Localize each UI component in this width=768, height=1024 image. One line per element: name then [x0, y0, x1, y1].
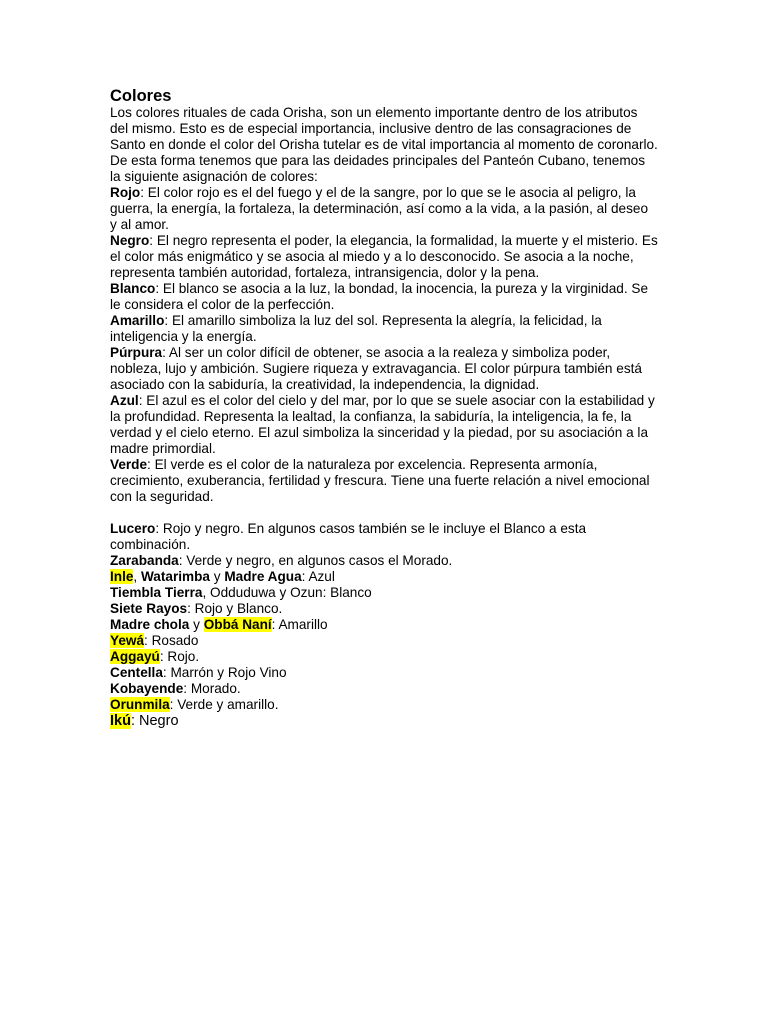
orisha-name: Centella	[110, 665, 163, 680]
orisha-entry-kobayende	[110, 681, 658, 697]
orisha-name: Zarabanda	[110, 553, 179, 568]
orisha-entry-yewa	[110, 633, 658, 649]
term: Verde	[110, 457, 148, 472]
term: Azul	[110, 393, 139, 408]
orisha-colors: : Rosado	[144, 633, 199, 648]
orisha-entry-centella	[110, 665, 658, 681]
definition: : El blanco se asocia a la luz, la bondad, la inocencia, la pureza y la virginidad. Se le considera el color de la perfección.	[110, 281, 649, 312]
orisha-entry-zarabanda	[110, 553, 658, 569]
definition: : El verde es el color de la naturaleza por excelencia. Representa armonía, crecimiento, exuberancia, fertilidad y frescura. Tiene una fuerte relación a nivel emocional con la seguridad.	[110, 457, 650, 504]
orisha-colors: : Negro	[130, 713, 179, 729]
highlighted-name: Orunmila	[110, 697, 170, 712]
color-entry-rojo	[110, 185, 658, 233]
definition: : El negro representa el poder, la elegancia, la formalidad, la muerte y el misterio. Es el color más enigmático y se asocia al miedo y a lo desconocido. Se asocia a la noche, representa también autoridad, fortaleza, intransigencia, dolor y la pena.	[110, 233, 658, 280]
orisha-name: Tiembla Tierra	[110, 585, 203, 600]
orisha-name: Lucero	[110, 521, 156, 536]
definition: : El azul es el color del cielo y del mar, por lo que se suele asociar con la estabilidad y la profundidad. Representa la lealtad, la confianza, la sabiduría, la inteligencia, la fe, la verdad y el cielo eterno. El azul simboliza la sinceridad y la piedad, por su asociación a la madre primordial.	[110, 393, 655, 456]
orisha-colors: : Marrón y Rojo Vino	[162, 665, 287, 680]
term: Amarillo	[110, 313, 165, 328]
color-entry-verde	[110, 457, 658, 505]
paragraph-spacer	[110, 505, 658, 521]
term: Blanco	[110, 281, 156, 296]
orisha-entry-aggayu	[110, 649, 658, 665]
orisha-name: Madre Agua	[224, 569, 302, 584]
page-title: Colores	[110, 87, 172, 105]
orisha-entry-orunmila	[110, 697, 658, 713]
orisha-colors: : Rojo y Blanco.	[187, 601, 283, 616]
highlighted-name: Inle	[110, 569, 134, 584]
orisha-colors: : Rojo.	[159, 649, 200, 664]
orisha-name: Watarimba	[140, 569, 210, 584]
orisha-colors: : Rojo y negro. En algunos casos también se le incluye el Blanco a esta combinación.	[110, 521, 587, 552]
highlighted-name: Ikú	[110, 713, 131, 729]
orisha-name: Kobayende	[110, 681, 184, 696]
color-entry-purpura	[110, 345, 658, 393]
definition: : Al ser un color difícil de obtener, se asocia a la realeza y simboliza poder, nobleza, lujo y ambición. Sugiere riqueza y extravagancia. El color púrpura también está asociado con la sabiduría, la creatividad, la independencia, la dignidad.	[110, 345, 642, 392]
orisha-entry-inle: Inle, Watarimba y Madre Agua: Azul	[110, 569, 335, 584]
color-entry-azul	[110, 393, 658, 457]
document-body	[110, 87, 658, 729]
highlighted-name: Yewá	[110, 633, 145, 648]
color-entry-blanco	[110, 281, 658, 313]
orisha-entry-siete-rayos	[110, 601, 658, 617]
orisha-colors: : Azul	[301, 569, 335, 584]
orisha-entry-madre-chola: Madre chola y Obbá Naní: Amarillo	[110, 617, 328, 632]
orisha-colors: : Verde y amarillo.	[169, 697, 279, 712]
orisha-colors: , Odduduwa y Ozun: Blanco	[202, 585, 372, 600]
intro-paragraph: Los colores rituales de cada Orisha, son un elemento importante dentro de los atributos del mismo. Esto es de especial importancia, inclusive dentro de las consagraciones de Santo en donde el color del Orisha tutelar es de vital importancia al momento de coronarlo. De esta forma tenemos que para las deidades principales del Panteón Cubano, tenemos la siguiente asignación de colores:	[110, 105, 658, 184]
orisha-entry-iku	[110, 713, 658, 729]
term: Negro	[110, 233, 150, 248]
orisha-colors: : Amarillo	[271, 617, 328, 632]
definition: : El amarillo simboliza la luz del sol. Representa la alegría, la felicidad, la inteligencia y la energía.	[110, 313, 602, 344]
orisha-name: Madre chola	[110, 617, 190, 632]
orisha-colors: : Morado.	[183, 681, 241, 696]
highlighted-name: Obbá Naní	[203, 617, 272, 632]
color-entry-negro	[110, 233, 658, 281]
term: Rojo	[110, 185, 141, 200]
orisha-name: Siete Rayos	[110, 601, 188, 616]
definition: : El color rojo es el del fuego y el de la sangre, por lo que se le asocia al peligro, la guerra, la energía, la fortaleza, la determinación, así como a la vida, a la pasión, al deseo y al amor.	[110, 185, 649, 232]
orisha-colors: : Verde y negro, en algunos casos el Morado.	[178, 553, 453, 568]
color-entry-amarillo	[110, 313, 658, 345]
term: Púrpura	[110, 345, 163, 360]
highlighted-name: Aggayú	[110, 649, 160, 664]
orisha-entry-lucero	[110, 521, 658, 553]
orisha-entry-tiembla-tierra	[110, 585, 658, 601]
